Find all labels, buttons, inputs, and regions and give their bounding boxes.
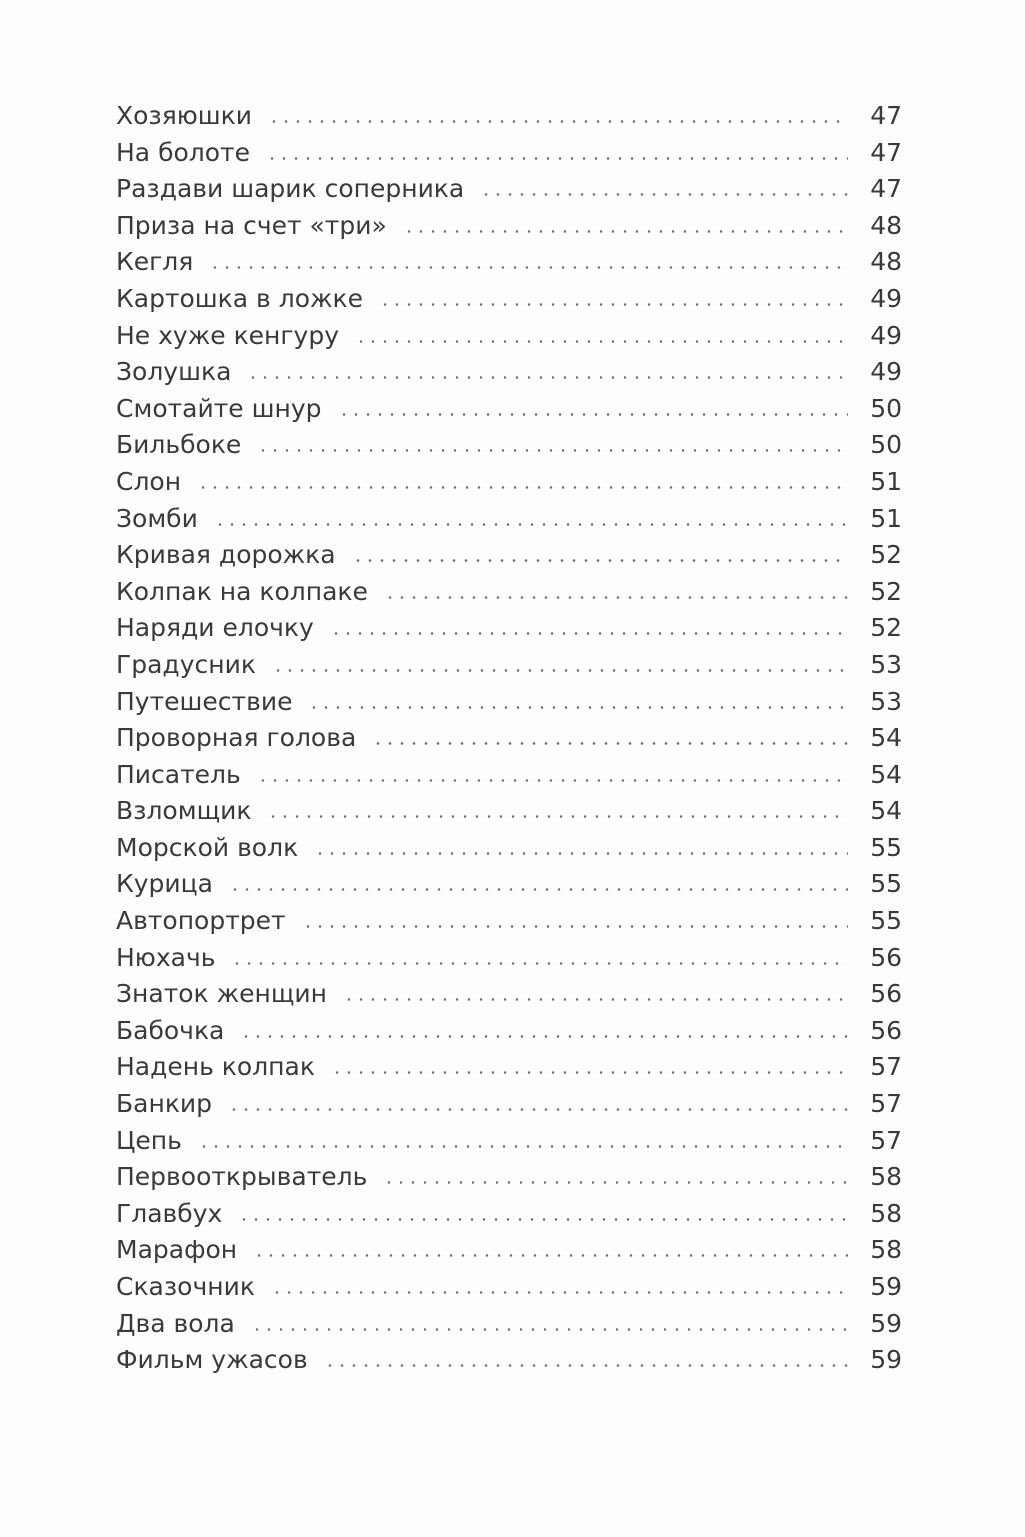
toc-entry-title: Бабочка bbox=[116, 1015, 225, 1045]
toc-entry bbox=[116, 427, 902, 464]
dot-leader bbox=[229, 888, 848, 891]
toc-entry-title: Взломщик bbox=[116, 796, 252, 826]
toc-entry bbox=[116, 135, 902, 172]
dot-leader bbox=[257, 449, 848, 452]
dot-leader bbox=[247, 376, 848, 379]
toc-entry-page-number: 50 bbox=[870, 393, 902, 423]
dot-leader bbox=[308, 706, 848, 709]
toc-entry-title: Кегля bbox=[116, 247, 194, 277]
toc-entry bbox=[116, 830, 902, 867]
dot-leader bbox=[197, 486, 848, 489]
toc-entry-page-number: 56 bbox=[870, 979, 902, 1009]
toc-entry-page-number: 50 bbox=[870, 430, 902, 460]
toc-entry-page-number: 48 bbox=[870, 247, 902, 277]
dot-leader bbox=[253, 1254, 848, 1257]
dot-leader bbox=[266, 157, 848, 160]
toc-entry-title: Приза на счет «три» bbox=[116, 210, 387, 240]
toc-entry-page-number: 54 bbox=[870, 759, 902, 789]
toc-entry-page-number: 53 bbox=[870, 686, 902, 716]
toc-entry-page-number: 49 bbox=[870, 357, 902, 387]
dot-leader bbox=[302, 925, 848, 928]
toc-entry-page-number: 52 bbox=[870, 540, 902, 570]
toc-entry bbox=[116, 720, 902, 757]
toc-entry bbox=[116, 903, 902, 940]
toc-entry-title: Золушка bbox=[116, 357, 232, 387]
toc-entry-title: Путешествие bbox=[116, 686, 293, 716]
dot-leader bbox=[355, 340, 848, 343]
toc-entry-title: Банкир bbox=[116, 1089, 213, 1119]
toc-entry-title: Градусник bbox=[116, 649, 256, 679]
toc-entry-page-number: 56 bbox=[870, 1015, 902, 1045]
toc-entry-title: Картошка в ложке bbox=[116, 283, 363, 313]
toc-entry-title: Кривая дорожка bbox=[116, 540, 336, 570]
toc-entry-page-number: 49 bbox=[870, 320, 902, 350]
toc-entry bbox=[116, 208, 902, 245]
toc-entry-title: Знаток женщин bbox=[116, 979, 327, 1009]
dot-leader bbox=[480, 193, 848, 196]
toc-entry-page-number: 59 bbox=[870, 1272, 902, 1301]
toc-entry-title: Писатель bbox=[116, 759, 241, 789]
toc-entry-page-number: 54 bbox=[870, 723, 902, 753]
toc-entry-title: Цепь bbox=[116, 1125, 182, 1155]
dot-leader bbox=[257, 779, 848, 782]
dot-leader bbox=[238, 1218, 848, 1221]
toc-entry-title: Раздави шарик соперника bbox=[116, 174, 465, 204]
toc-entry-title: Два вола bbox=[116, 1308, 235, 1338]
toc-entry-title: Главбух bbox=[116, 1198, 223, 1228]
toc-entry-page-number: 58 bbox=[870, 1198, 902, 1228]
toc-entry bbox=[116, 1049, 902, 1086]
toc-entry-title: Наряди елочку bbox=[116, 613, 314, 643]
dot-leader bbox=[330, 632, 848, 635]
toc-entry bbox=[116, 940, 902, 977]
toc-entry bbox=[116, 1342, 902, 1379]
dot-leader bbox=[251, 1328, 848, 1331]
toc-entry bbox=[116, 244, 902, 281]
toc-entry bbox=[116, 1159, 902, 1196]
toc-entry-page-number: 48 bbox=[870, 210, 902, 240]
toc-entry bbox=[116, 866, 902, 903]
toc-entry-page-number: 53 bbox=[870, 649, 902, 679]
toc-entry-page-number: 51 bbox=[870, 466, 902, 496]
table-of-contents bbox=[116, 98, 902, 1379]
toc-entry-title: Сказочник bbox=[116, 1272, 255, 1301]
dot-leader bbox=[272, 669, 848, 672]
toc-entry-page-number: 49 bbox=[870, 283, 902, 313]
toc-entry bbox=[116, 1306, 902, 1343]
toc-entry-page-number: 57 bbox=[870, 1125, 902, 1155]
dot-leader bbox=[231, 962, 848, 965]
toc-entry-title: Слон bbox=[116, 466, 182, 496]
toc-entry-page-number: 57 bbox=[870, 1089, 902, 1119]
toc-entry bbox=[116, 537, 902, 574]
toc-entry bbox=[116, 1269, 902, 1306]
dot-leader bbox=[198, 1145, 848, 1148]
toc-entry bbox=[116, 171, 902, 208]
toc-entry bbox=[116, 1232, 902, 1269]
dot-leader bbox=[228, 1108, 848, 1111]
toc-entry-page-number: 47 bbox=[870, 174, 902, 204]
dot-leader bbox=[324, 1364, 848, 1367]
toc-entry-page-number: 51 bbox=[870, 503, 902, 533]
toc-entry-page-number: 59 bbox=[870, 1345, 902, 1375]
dot-leader bbox=[331, 1071, 848, 1074]
toc-entry bbox=[116, 281, 902, 318]
toc-entry-page-number: 52 bbox=[870, 613, 902, 643]
toc-entry-title: Хозяюшки bbox=[116, 101, 253, 130]
toc-entry bbox=[116, 354, 902, 391]
toc-entry bbox=[116, 318, 902, 355]
toc-entry-page-number: 58 bbox=[870, 1162, 902, 1192]
toc-entry-page-number: 52 bbox=[870, 576, 902, 606]
toc-entry bbox=[116, 391, 902, 428]
toc-entry-page-number: 47 bbox=[870, 101, 902, 130]
dot-leader bbox=[372, 742, 848, 745]
toc-entry bbox=[116, 1123, 902, 1160]
toc-entry-title: Курица bbox=[116, 869, 213, 899]
toc-entry-title: Нюхачь bbox=[116, 942, 216, 972]
toc-entry bbox=[116, 501, 902, 538]
dot-leader bbox=[383, 1181, 848, 1184]
toc-entry-page-number: 57 bbox=[870, 1052, 902, 1082]
dot-leader bbox=[343, 998, 848, 1001]
toc-entry-page-number: 47 bbox=[870, 137, 902, 167]
toc-entry-page-number: 59 bbox=[870, 1308, 902, 1338]
toc-entry-page-number: 56 bbox=[870, 942, 902, 972]
toc-entry-page-number: 55 bbox=[870, 906, 902, 936]
dot-leader bbox=[267, 815, 848, 818]
toc-entry bbox=[116, 464, 902, 501]
dot-leader bbox=[214, 523, 848, 526]
toc-entry-title: Бильбоке bbox=[116, 430, 242, 460]
dot-leader bbox=[268, 120, 848, 123]
dot-leader bbox=[384, 596, 848, 599]
toc-entry-title: Автопортрет bbox=[116, 906, 286, 936]
dot-leader bbox=[352, 559, 848, 562]
toc-entry bbox=[116, 98, 902, 135]
dot-leader bbox=[240, 1035, 848, 1038]
toc-entry-title: Смотайте шнур bbox=[116, 393, 322, 423]
toc-entry bbox=[116, 976, 902, 1013]
toc-entry bbox=[116, 647, 902, 684]
dot-leader bbox=[209, 266, 848, 269]
dot-leader bbox=[314, 852, 848, 855]
toc-entry-title: Колпак на колпаке bbox=[116, 576, 368, 606]
toc-entry-title: Марафон bbox=[116, 1235, 238, 1265]
toc-entry bbox=[116, 610, 902, 647]
toc-entry bbox=[116, 574, 902, 611]
toc-entry-title: Морской волк bbox=[116, 832, 299, 862]
toc-entry-title: Надень колпак bbox=[116, 1052, 315, 1082]
toc-entry-title: Первооткрыватель bbox=[116, 1162, 368, 1192]
toc-entry bbox=[116, 1086, 902, 1123]
toc-entry-title: Зомби bbox=[116, 503, 198, 533]
toc-entry bbox=[116, 1013, 902, 1050]
toc-entry-title: Не хуже кенгуру bbox=[116, 320, 339, 350]
toc-entry-page-number: 54 bbox=[870, 796, 902, 826]
dot-leader bbox=[403, 230, 848, 233]
toc-entry bbox=[116, 1196, 902, 1233]
toc-entry-page-number: 58 bbox=[870, 1235, 902, 1265]
dot-leader bbox=[271, 1291, 848, 1294]
toc-entry bbox=[116, 793, 902, 830]
toc-entry bbox=[116, 684, 902, 721]
dot-leader bbox=[379, 303, 848, 306]
toc-entry-title: Фильм ужасов bbox=[116, 1345, 308, 1375]
dot-leader bbox=[338, 413, 848, 416]
toc-entry-page-number: 55 bbox=[870, 869, 902, 899]
toc-entry-title: Проворная голова bbox=[116, 723, 357, 753]
toc-entry bbox=[116, 757, 902, 794]
toc-entry-page-number: 55 bbox=[870, 832, 902, 862]
toc-entry-title: На болоте bbox=[116, 137, 250, 167]
